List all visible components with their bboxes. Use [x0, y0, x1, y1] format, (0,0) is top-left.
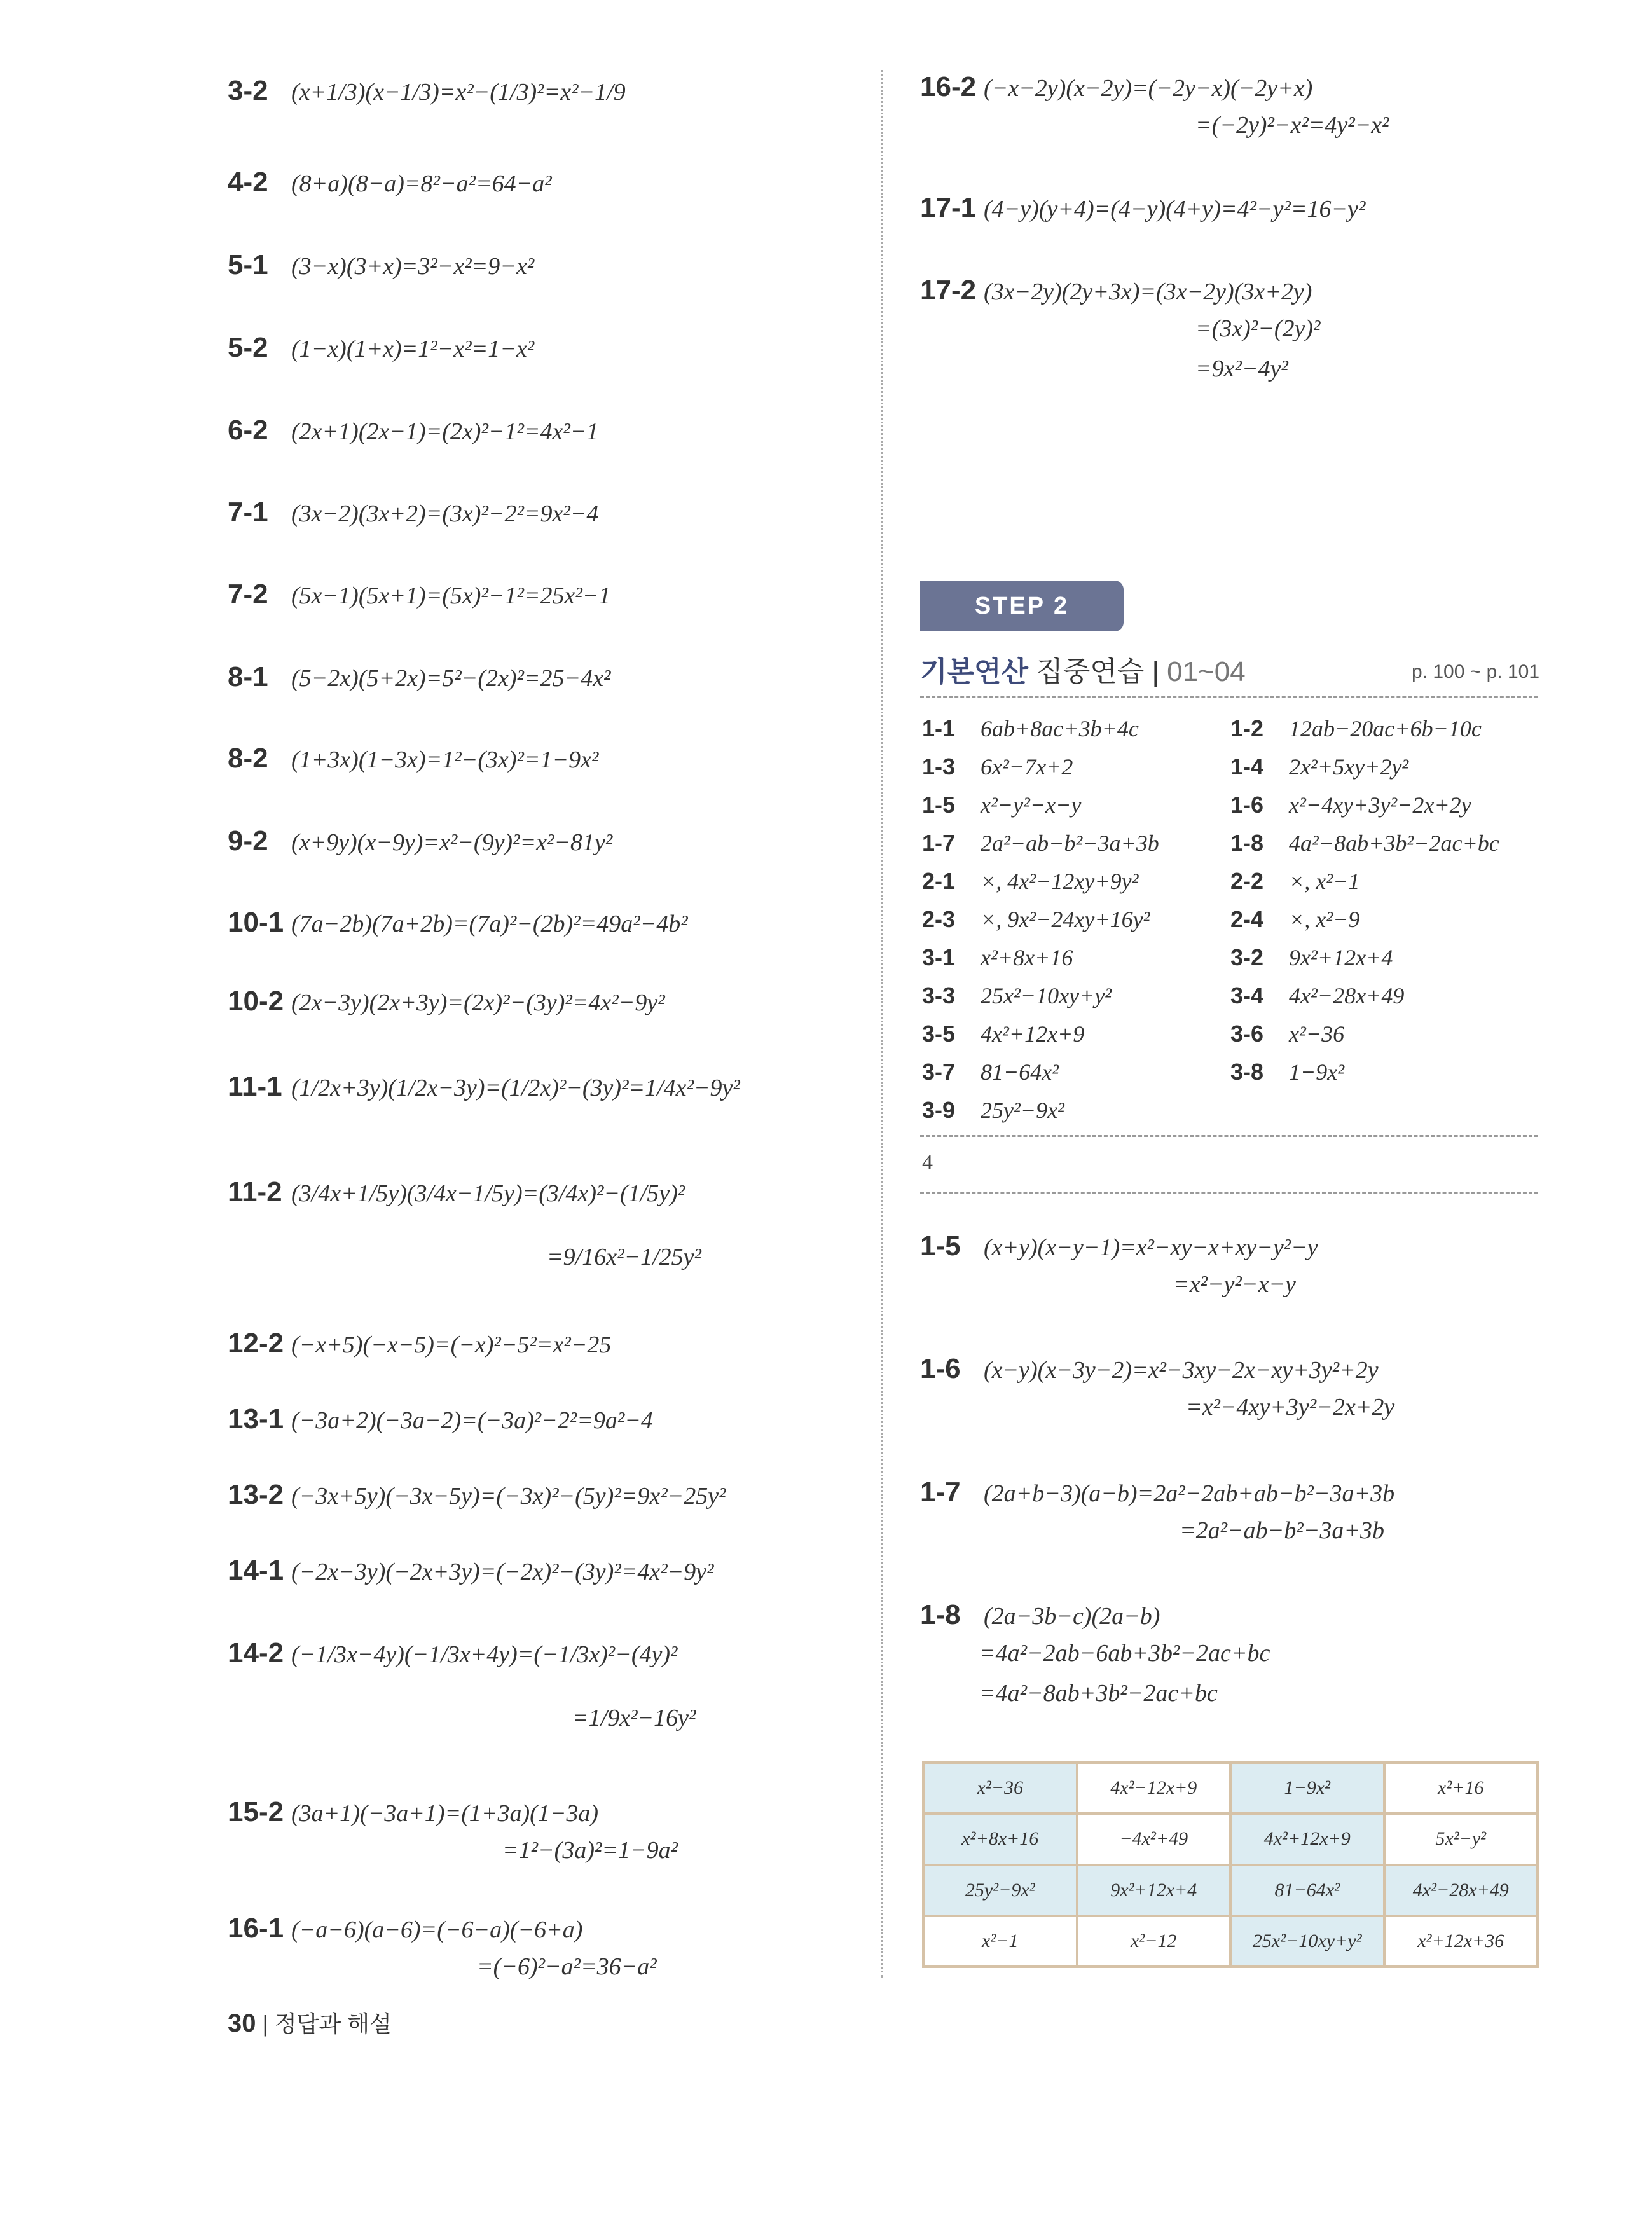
answer-key-item: 3-3 25x²−10xy+y²	[922, 982, 1112, 1008]
answer-15-2: 15-2 (3a+1)(−3a+1)=(1+3a)(1−3a)	[228, 1796, 599, 1827]
answer-5-2: 5-2 (1−x)(1+x)=1²−x²=1−x²	[228, 332, 535, 363]
grid-cell: 5x²−y²	[1384, 1814, 1538, 1864]
dashed-divider	[920, 1135, 1538, 1137]
answer-key-item: 1-2 12ab−20ac+6b−10c	[1230, 715, 1482, 741]
grid-cell: 9x²+12x+4	[1077, 1865, 1231, 1916]
answer-key-item: 1-8 4a²−8ab+3b²−2ac+bc	[1230, 830, 1499, 856]
answer-key-item: 3-1 x²+8x+16	[922, 944, 1073, 970]
dashed-divider	[920, 696, 1538, 698]
answer-16-2: 16-2 (−x−2y)(x−2y)=(−2y−x)(−2y+x)	[920, 71, 1313, 102]
grid-cell: x²−36	[923, 1763, 1077, 1814]
answer-key-item: 3-2 9x²+12x+4	[1230, 944, 1393, 970]
answer-6-2: 6-2 (2x+1)(2x−1)=(2x)²−1²=4x²−1	[228, 415, 599, 446]
section-title-range: 01~04	[1167, 656, 1246, 687]
answer-7-1: 7-1 (3x−2)(3x+2)=(3x)²−2²=9x²−4	[228, 497, 599, 528]
answer-16-1-cont: =(−6)²−a²=36−a²	[477, 1953, 657, 1980]
answer-key-item: 3-7 81−64x²	[922, 1059, 1059, 1085]
answer-key-item: 3-5 4x²+12x+9	[922, 1021, 1085, 1047]
answer-key-item: 2-4 ×, x²−9	[1230, 906, 1360, 932]
answer-17-1: 17-1 (4−y)(y+4)=(4−y)(4+y)=4²−y²=16−y²	[920, 192, 1366, 223]
grid-cell: 4x²−28x+49	[1384, 1865, 1538, 1916]
answer-13-2: 13-2 (−3x+5y)(−3x−5y)=(−3x)²−(5y)²=9x²−25y²	[228, 1479, 726, 1510]
section-title-strong: 기본연산	[920, 656, 1029, 687]
solution-1-6-cont: =x²−4xy+3y²−2x+2y	[1186, 1394, 1395, 1421]
answer-17-2: 17-2 (3x−2y)(2y+3x)=(3x−2y)(3x+2y)	[920, 275, 1312, 306]
grid-cell: 25x²−10xy+y²	[1230, 1916, 1384, 1967]
section-pages: p. 100 ~ p. 101	[1412, 661, 1540, 682]
solution-1-8: 1-8 (2a−3b−c)(2a−b)	[920, 1599, 1160, 1630]
answer-key-item: 2-2 ×, x²−1	[1230, 868, 1360, 894]
page-footer	[228, 2006, 392, 2039]
column-divider	[881, 70, 883, 1978]
answer-key-item: 1-1 6ab+8ac+3b+4c	[922, 715, 1139, 741]
note-number: 4	[922, 1151, 933, 1174]
section-title-rest: 집중연습 |	[1028, 656, 1167, 687]
grid-cell: x²+16	[1384, 1763, 1538, 1814]
solution-1-6: 1-6 (x−y)(x−3y−2)=x²−3xy−2x−xy+3y²+2y	[920, 1353, 1379, 1384]
dashed-divider	[920, 1192, 1538, 1194]
answer-key-item: 1-5 x²−y²−x−y	[922, 792, 1082, 818]
answer-14-1: 14-1 (−2x−3y)(−2x+3y)=(−2x)²−(3y)²=4x²−9y²	[228, 1555, 714, 1586]
solution-1-5-cont: =x²−y²−x−y	[1173, 1271, 1296, 1298]
answer-5-1: 5-1 (3−x)(3+x)=3²−x²=9−x²	[228, 249, 535, 280]
solution-1-8-cont-1: =4a²−2ab−6ab+3b²−2ac+bc	[979, 1640, 1270, 1667]
answer-key-item: 1-7 2a²−ab−b²−3a+3b	[922, 830, 1159, 856]
grid-cell: x²−1	[923, 1916, 1077, 1967]
footer-text: 정답과 해설	[274, 2011, 392, 2037]
answer-key-item: 1-6 x²−4xy+3y²−2x+2y	[1230, 792, 1471, 818]
solution-1-7: 1-7 (2a+b−3)(a−b)=2a²−2ab+ab−b²−3a+3b	[920, 1476, 1395, 1508]
answer-11-2: 11-2 (3/4x+1/5y)(3/4x−1/5y)=(3/4x)²−(1/5y)²	[228, 1176, 685, 1208]
grid-cell: x²+8x+16	[923, 1814, 1077, 1864]
grid-cell: 4x²+12x+9	[1230, 1814, 1384, 1864]
footer-separator: |	[262, 2011, 268, 2037]
grid-row	[923, 1814, 1538, 1864]
grid-row	[923, 1865, 1538, 1916]
answer-17-2-cont-2: =9x²−4y²	[1195, 355, 1288, 382]
grid-cell: x²+12x+36	[1384, 1916, 1538, 1967]
answer-10-2: 10-2 (2x−3y)(2x+3y)=(2x)²−(3y)²=4x²−9y²	[228, 986, 665, 1017]
section-title	[920, 649, 1246, 689]
solution-1-5: 1-5 (x+y)(x−y−1)=x²−xy−x+xy−y²−y	[920, 1230, 1318, 1262]
answer-key-item: 1-4 2x²+5xy+2y²	[1230, 754, 1409, 780]
answer-8-1: 8-1 (5−2x)(5+2x)=5²−(2x)²=25−4x²	[228, 661, 611, 692]
answer-16-1: 16-1 (−a−6)(a−6)=(−6−a)(−6+a)	[228, 1913, 583, 1944]
solution-1-8-cont-2: =4a²−8ab+3b²−2ac+bc	[979, 1680, 1218, 1707]
grid-cell: 25y²−9x²	[923, 1865, 1077, 1916]
answer-key-item: 3-8 1−9x²	[1230, 1059, 1345, 1085]
answer-4-2: 4-2 (8+a)(8−a)=8²−a²=64−a²	[228, 167, 552, 198]
answer-11-2-cont: =9/16x²−1/25y²	[547, 1244, 701, 1270]
grid-cell: 81−64x²	[1230, 1865, 1384, 1916]
answer-key-item: 2-1 ×, 4x²−12xy+9y²	[922, 868, 1139, 894]
answer-16-2-cont: =(−2y)²−x²=4y²−x²	[1195, 112, 1389, 139]
answer-13-1: 13-1 (−3a+2)(−3a−2)=(−3a)²−2²=9a²−4	[228, 1403, 653, 1435]
answer-9-2: 9-2 (x+9y)(x−9y)=x²−(9y)²=x²−81y²	[228, 825, 613, 857]
grid-cell: x²−12	[1077, 1916, 1231, 1967]
answer-14-2: 14-2 (−1/3x−4y)(−1/3x+4y)=(−1/3x)²−(4y)²	[228, 1637, 678, 1669]
answer-key-item: 1-3 6x²−7x+2	[922, 754, 1073, 780]
bingo-grid	[922, 1761, 1539, 1968]
grid-cell: 1−9x²	[1230, 1763, 1384, 1814]
grid-cell: −4x²+49	[1077, 1814, 1231, 1864]
answer-key-item: 3-6 x²−36	[1230, 1021, 1345, 1047]
answer-14-2-cont: =1/9x²−16y²	[572, 1705, 696, 1731]
answer-12-2: 12-2 (−x+5)(−x−5)=(−x)²−5²=x²−25	[228, 1328, 612, 1359]
step-badge: STEP 2	[920, 581, 1124, 631]
answer-key-item: 2-3 ×, 9x²−24xy+16y²	[922, 906, 1150, 932]
answer-17-2-cont-1: =(3x)²−(2y)²	[1195, 315, 1321, 342]
answer-key-item: 3-9 25y²−9x²	[922, 1097, 1064, 1123]
grid-cell: 4x²−12x+9	[1077, 1763, 1231, 1814]
answer-11-1: 11-1 (1/2x+3y)(1/2x−3y)=(1/2x)²−(3y)²=1/4x²−9y²	[228, 1071, 740, 1102]
answer-7-2: 7-2 (5x−1)(5x+1)=(5x)²−1²=25x²−1	[228, 579, 611, 610]
answer-10-1: 10-1 (7a−2b)(7a+2b)=(7a)²−(2b)²=49a²−4b²	[228, 907, 688, 938]
answer-8-2: 8-2 (1+3x)(1−3x)=1²−(3x)²=1−9x²	[228, 743, 599, 774]
answer-key-item: 3-4 4x²−28x+49	[1230, 982, 1405, 1008]
answer-15-2-cont: =1²−(3a)²=1−9a²	[502, 1837, 678, 1864]
solution-1-7-cont: =2a²−ab−b²−3a+3b	[1180, 1517, 1384, 1544]
page-number: 30	[228, 2009, 256, 2037]
answer-3-2: 3-2 (x+1/3)(x−1/3)=x²−(1/3)²=x²−1/9	[228, 75, 626, 106]
grid-row	[923, 1916, 1538, 1967]
grid-row	[923, 1763, 1538, 1814]
